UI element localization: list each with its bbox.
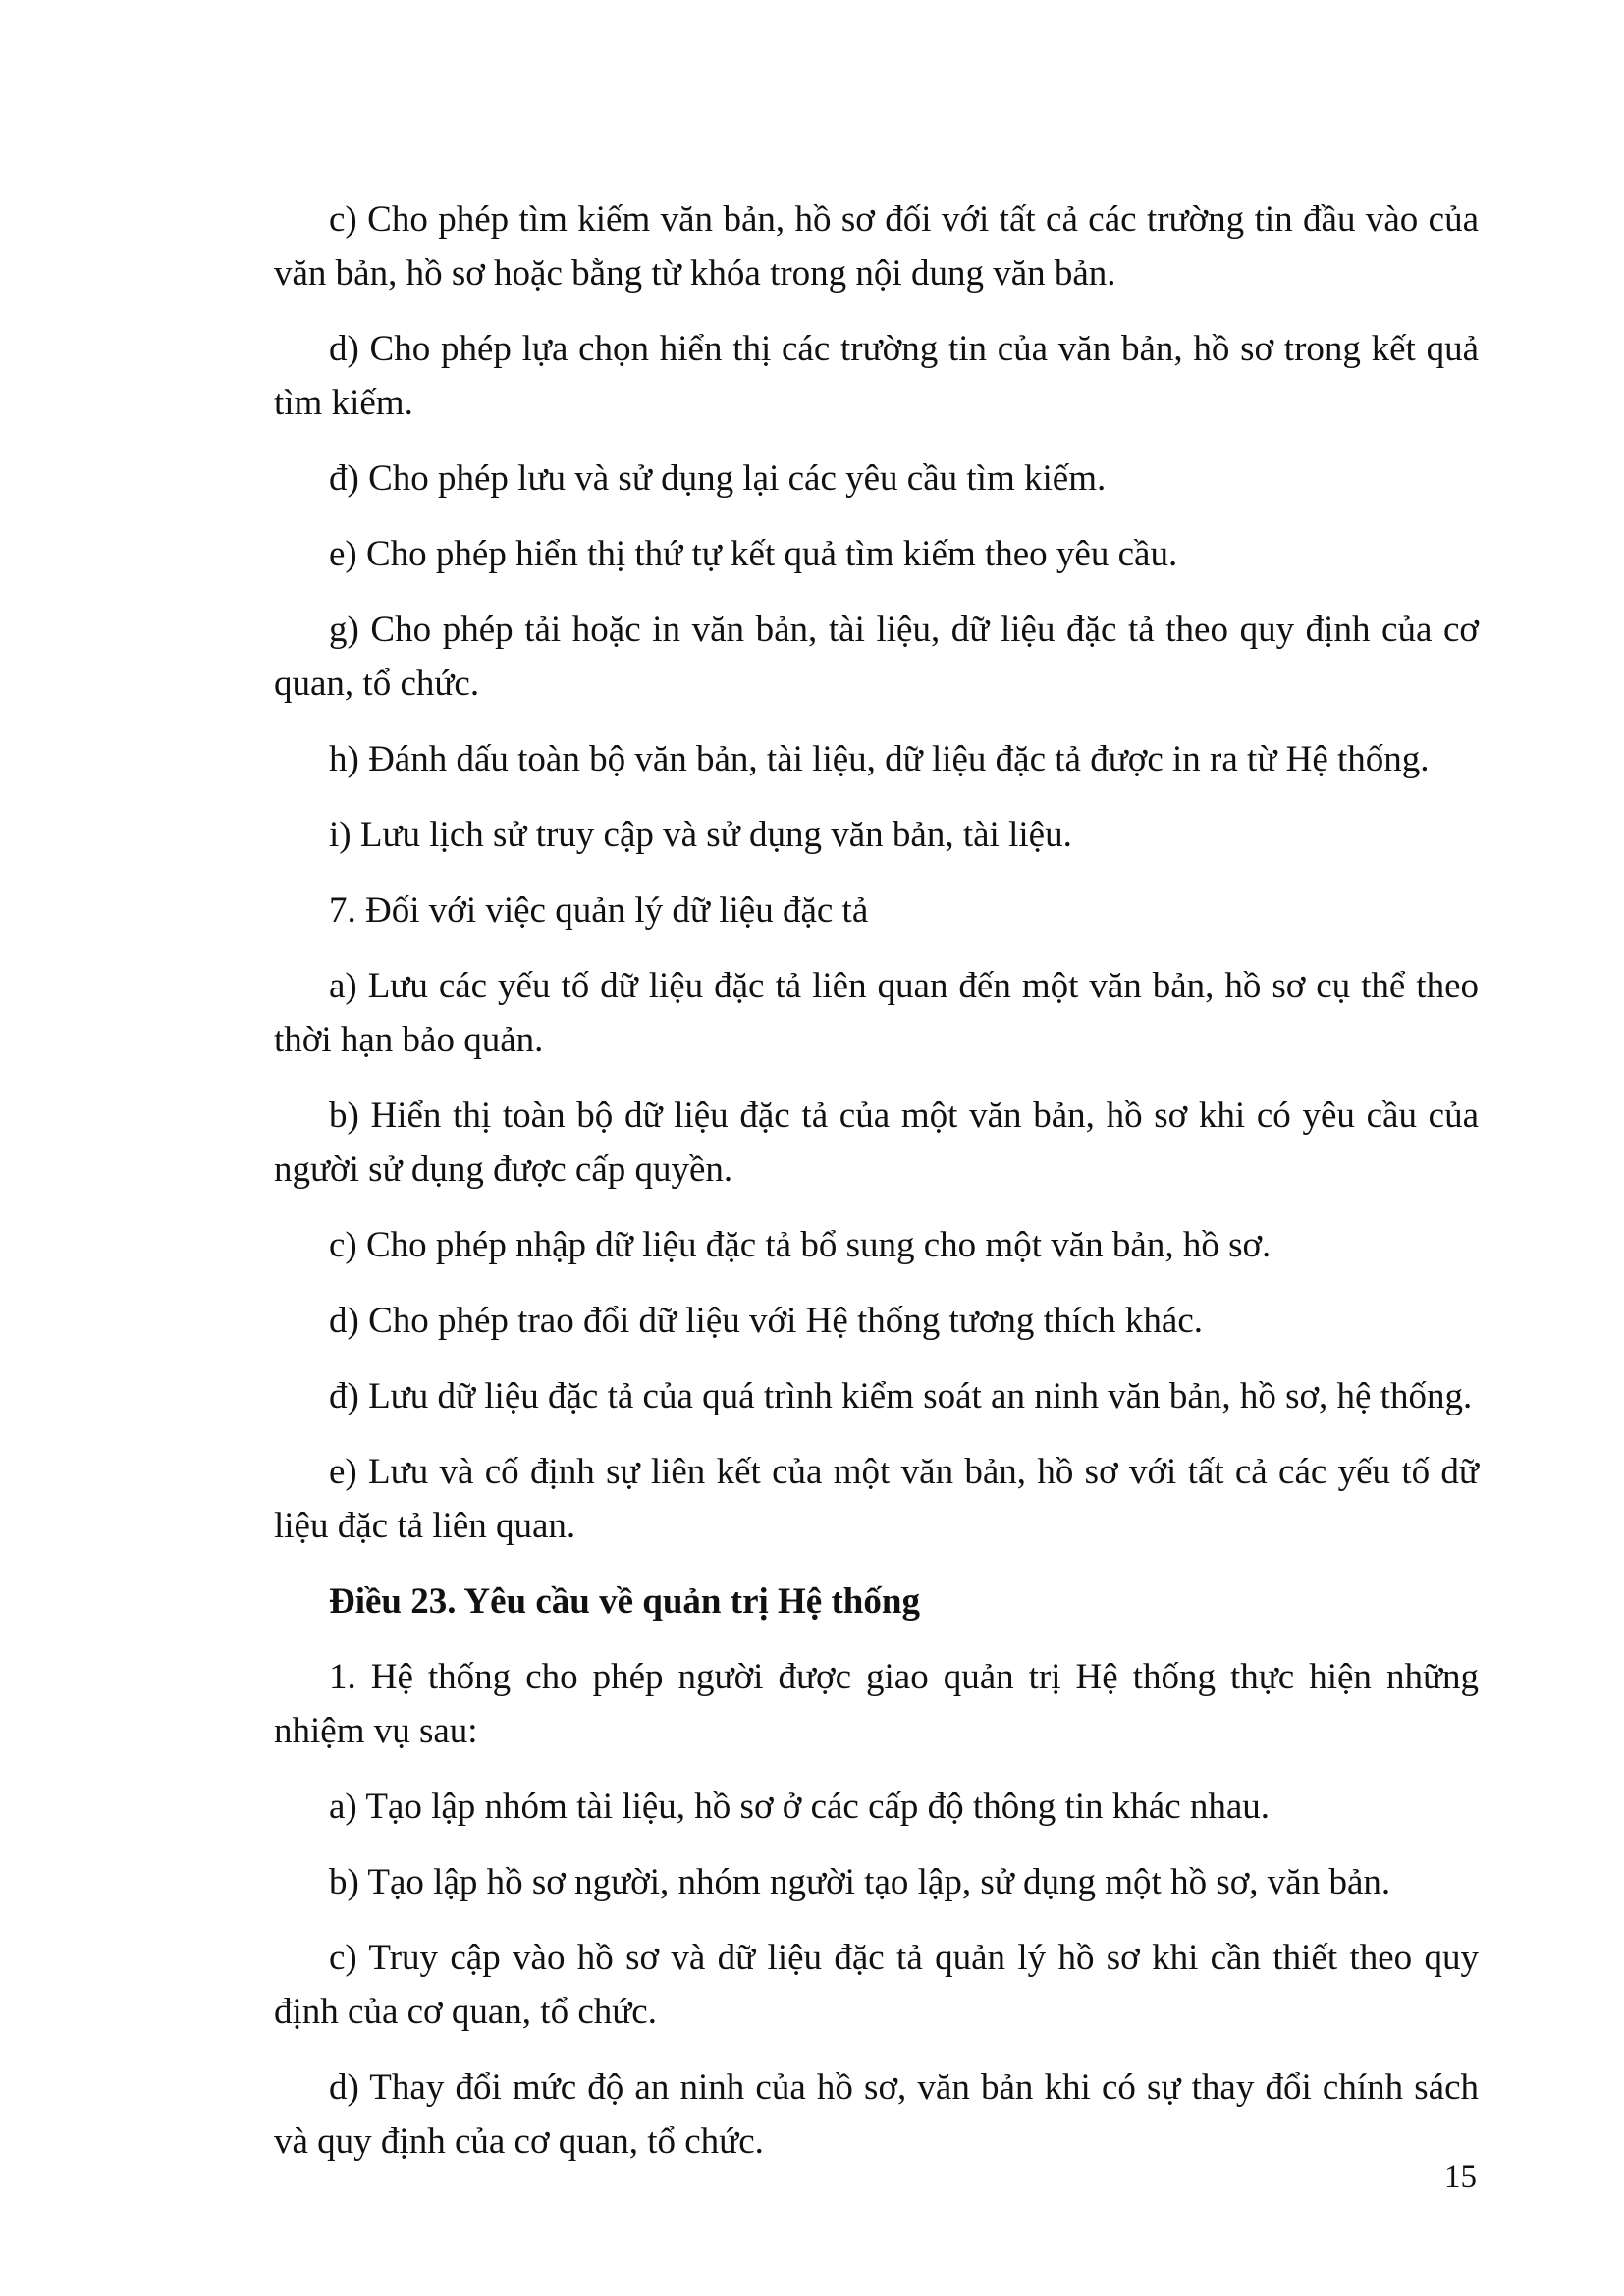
paragraph-7dd: đ) Lưu dữ liệu đặc tả của quá trình kiểm soát an ninh văn bản, hồ sơ, hệ thống. (329, 1376, 1473, 1416)
paragraph-6e: e) Cho phép hiển thị thứ tự kết quả tìm kiếm theo yêu cầu. (329, 534, 1178, 574)
page-number: 15 (1444, 2160, 1477, 2195)
paragraph-6i: i) Lưu lịch sử truy cập và sử dụng văn bản, tài liệu. (329, 815, 1072, 855)
paragraph-7e: e) Lưu và cố định sự liên kết của một văn bản, hồ sơ với tất cả các yếu tố dữ liệu đặc tả liên quan. (274, 1452, 1479, 1546)
paragraph-7c: c) Cho phép nhập dữ liệu đặc tả bổ sung cho một văn bản, hồ sơ. (329, 1225, 1272, 1265)
paragraph-7d: d) Cho phép trao đổi dữ liệu với Hệ thống tương thích khác. (329, 1301, 1204, 1341)
paragraph-6g: g) Cho phép tải hoặc in văn bản, tài liệu, dữ liệu đặc tả theo quy định của cơ quan, tổ chức. (274, 610, 1479, 704)
article-23-paragraph-c: c) Truy cập vào hồ sơ và dữ liệu đặc tả quản lý hồ sơ khi cần thiết theo quy định của cơ quan, tổ chức. (274, 1938, 1479, 2032)
article-23-paragraph-b: b) Tạo lập hồ sơ người, nhóm người tạo lập, sử dụng một hồ sơ, văn bản. (329, 1862, 1391, 1902)
article-23-heading: Điều 23. Yêu cầu về quản trị Hệ thống (329, 1581, 920, 1622)
paragraph-6d: d) Cho phép lựa chọn hiển thị các trường tin của văn bản, hồ sơ trong kết quả tìm kiếm. (274, 329, 1479, 423)
article-23-paragraph-a: a) Tạo lập nhóm tài liệu, hồ sơ ở các cấp độ thông tin khác nhau. (329, 1787, 1271, 1827)
clause-7: 7. Đối với việc quản lý dữ liệu đặc tả (329, 890, 869, 931)
paragraph-6c: c) Cho phép tìm kiếm văn bản, hồ sơ đối với tất cả các trường tin đầu vào của văn bản, hồ sơ hoặc bằng từ khóa trong nội dung văn bản. (274, 199, 1479, 294)
paragraph-6dd: đ) Cho phép lưu và sử dụng lại các yêu cầu tìm kiếm. (329, 458, 1107, 499)
paragraph-6h: h) Đánh dấu toàn bộ văn bản, tài liệu, dữ liệu đặc tả được in ra từ Hệ thống. (329, 739, 1430, 779)
page-body (274, 192, 1479, 2190)
paragraph-7b: b) Hiển thị toàn bộ dữ liệu đặc tả của một văn bản, hồ sơ khi có yêu cầu của người sử dụng được cấp quyền. (274, 1095, 1479, 1190)
article-23-clause-1: 1. Hệ thống cho phép người được giao quản trị Hệ thống thực hiện những nhiệm vụ sau: (274, 1657, 1479, 1751)
paragraph-7a: a) Lưu các yếu tố dữ liệu đặc tả liên quan đến một văn bản, hồ sơ cụ thể theo thời hạn bảo quản. (274, 966, 1479, 1060)
article-23-paragraph-d: d) Thay đổi mức độ an ninh của hồ sơ, văn bản khi có sự thay đổi chính sách và quy định của cơ quan, tổ chức. (274, 2067, 1479, 2162)
